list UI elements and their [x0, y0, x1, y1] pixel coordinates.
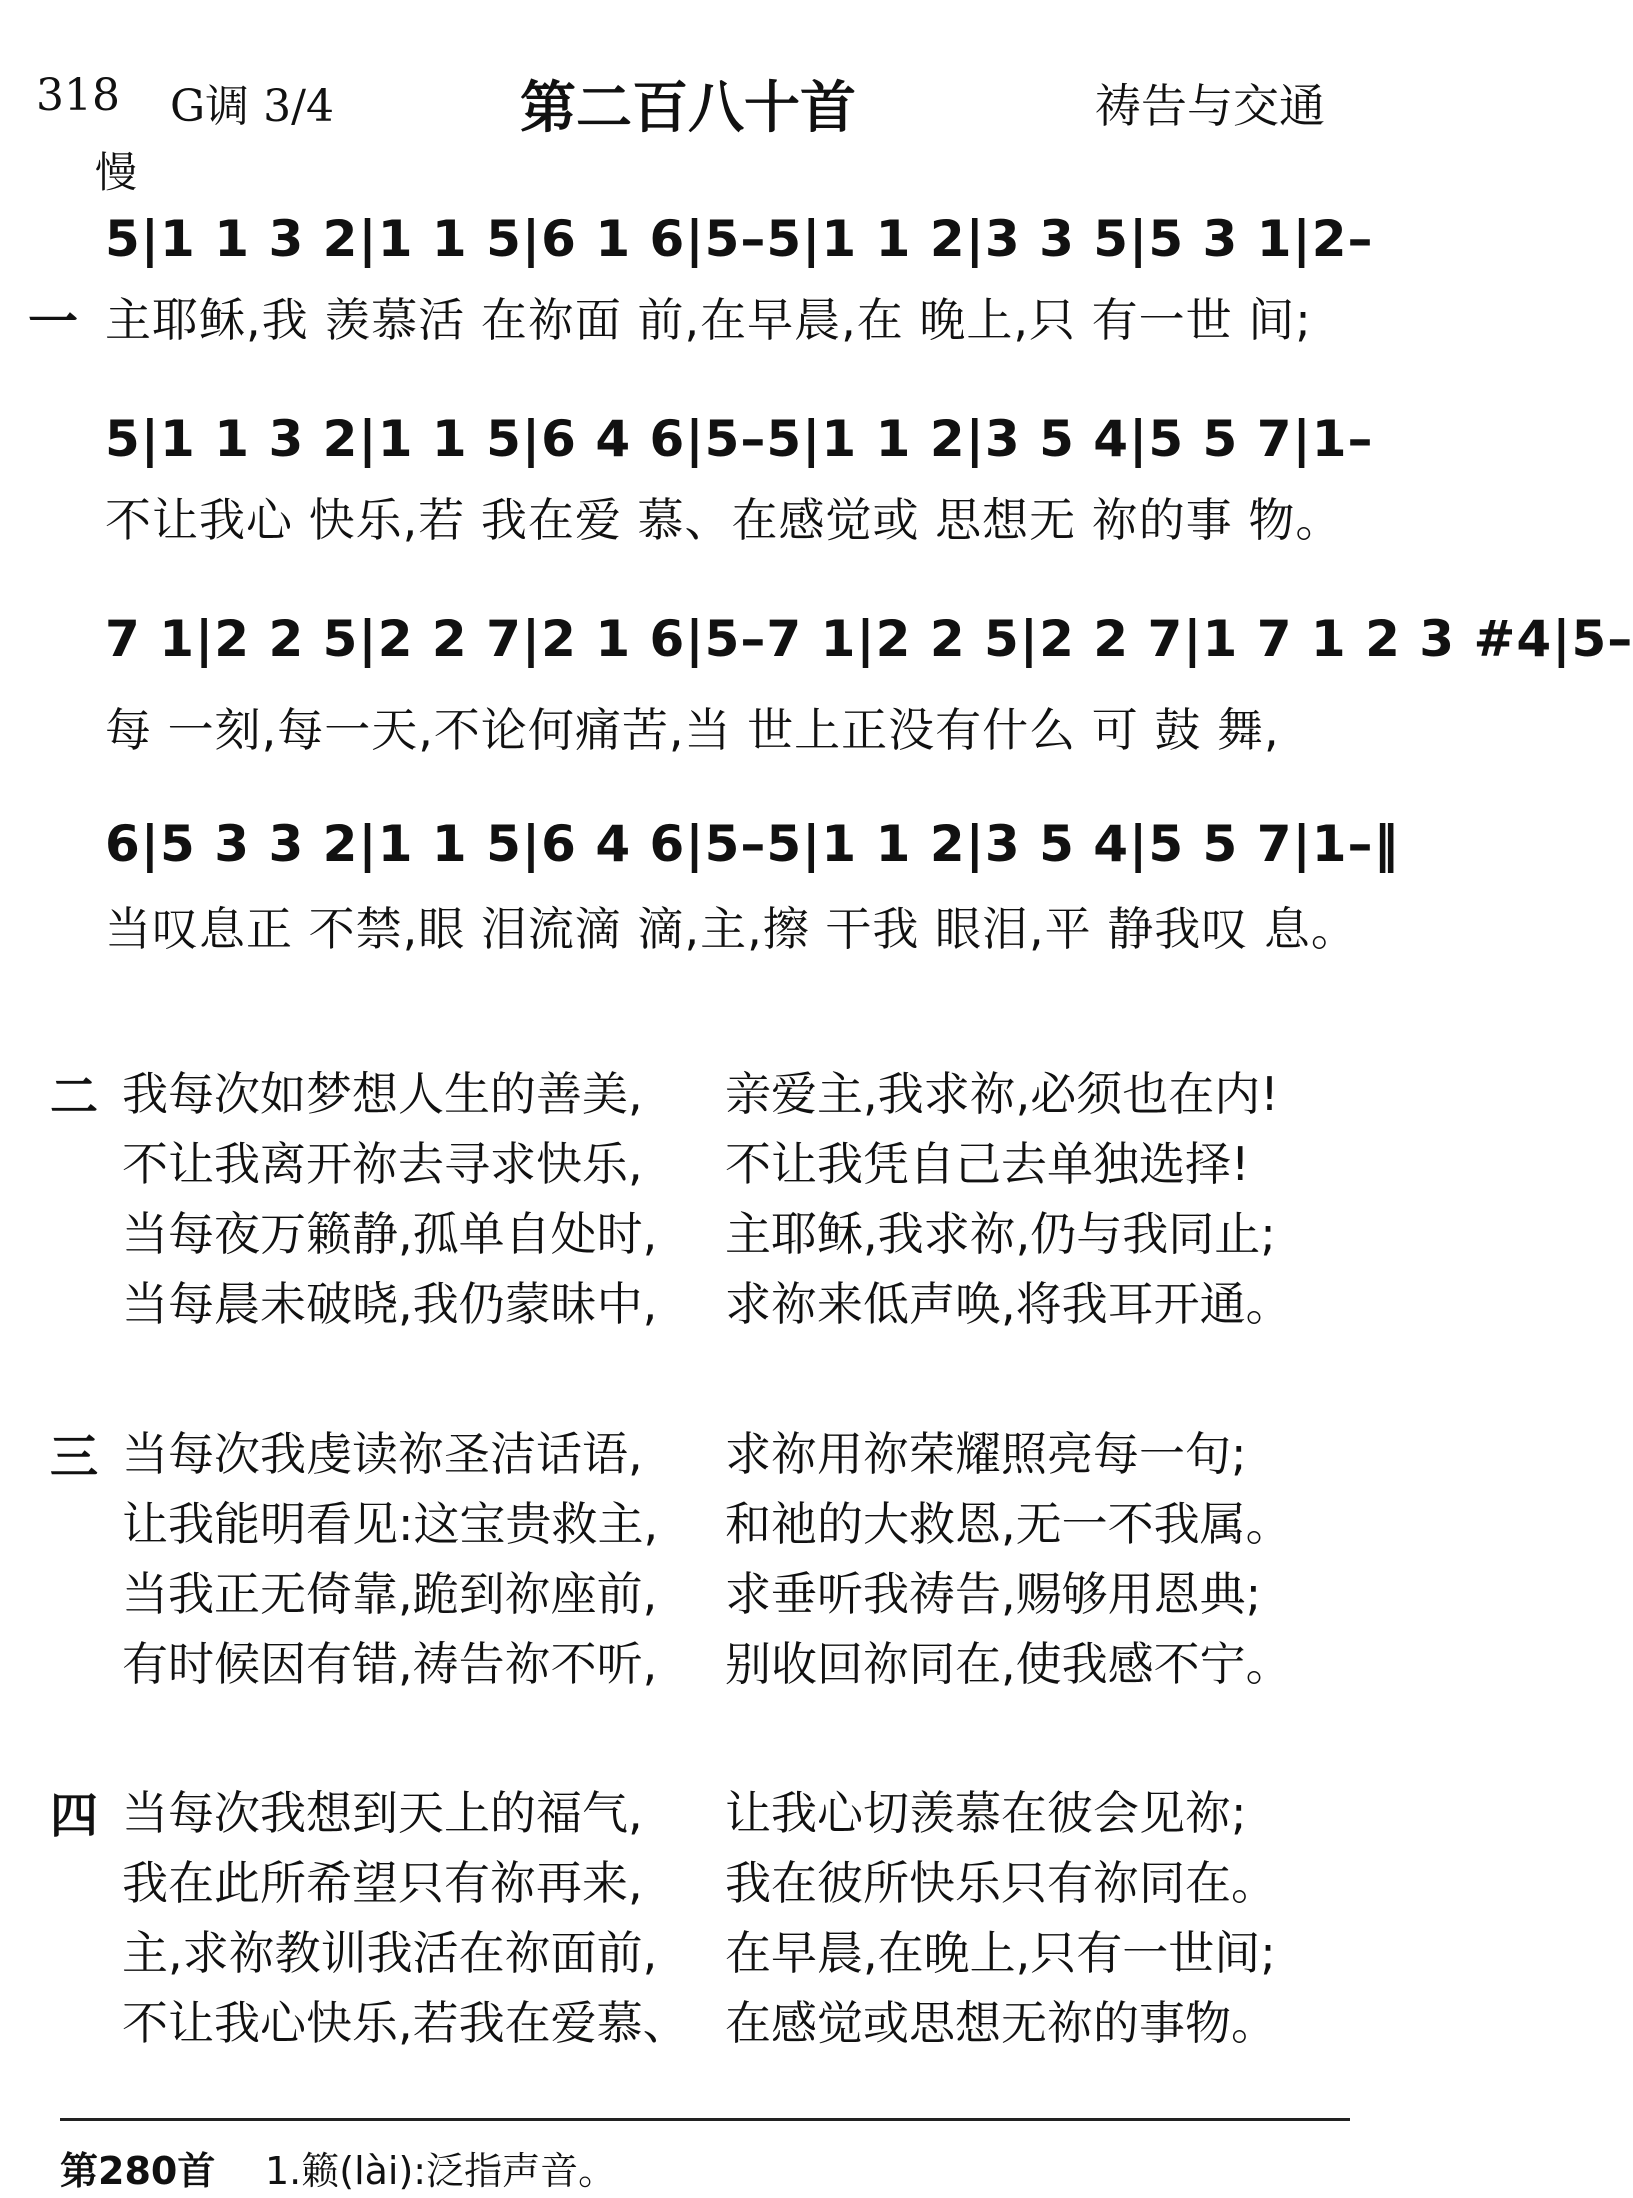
hymn-title: 第二百八十首 [520, 76, 856, 141]
footnote-divider [60, 2118, 1350, 2121]
verse-2-line-3-b: 主耶稣,我求祢,仍与我同止; [725, 1207, 1276, 1261]
verse-3-line-2-a: 让我能明看见:这宝贵救主, [122, 1497, 659, 1551]
verse-2-line-4-b: 求祢来低声唤,将我耳开通。 [725, 1277, 1292, 1331]
score-line-4-notes: 6|5 3 3 2|1 1 5|6 4 6|5–5|1 1 2|3 5 4|5 5 7|1–‖ [105, 815, 1400, 873]
score-line-2-lyric: 不让我心 快乐,若 我在爱 慕、在感觉或 思想无 祢的事 物。 [105, 493, 1343, 547]
footnote-label: 第280首 [60, 2149, 216, 2193]
hymn-page-number: 318 [36, 70, 120, 121]
verse-3-line-2-b: 和祂的大救恩,无一不我属。 [725, 1497, 1292, 1551]
footnote-text: 1.籁(lài):泛指声音。 [265, 2149, 617, 2193]
verse-3-line-3-a: 当我正无倚靠,跪到祢座前, [122, 1567, 658, 1621]
verse-4-line-1-b: 让我心切羡慕在彼会见祢; [725, 1786, 1247, 1840]
verse-4-line-3-a: 主,求祢教训我活在祢面前, [122, 1926, 658, 1980]
verse-4-line-1-a: 当每次我想到天上的福气, [122, 1786, 643, 1840]
score-line-2-notes: 5|1 1 3 2|1 1 5|6 4 6|5–5|1 1 2|3 5 4|5 5 7|1– [105, 410, 1374, 468]
hymn-category: 祷告与交通 [1095, 79, 1325, 133]
verse-1-marker: 一 [28, 293, 78, 351]
verse-3-line-4-b: 别收回祢同在,使我感不宁。 [725, 1637, 1292, 1691]
verse-2-line-4-a: 当每晨未破晓,我仍蒙昧中, [122, 1277, 658, 1331]
verse-3-line-3-b: 求垂听我祷告,赐够用恩典; [725, 1567, 1262, 1621]
verse-2-line-1-b: 亲爱主,我求祢,必须也在内! [725, 1067, 1279, 1121]
verse-2-number: 二 [50, 1069, 99, 1125]
verse-2-line-3-a: 当每夜万籁静,孤单自处时, [122, 1207, 658, 1261]
score-line-4-lyric: 当叹息正 不禁,眼 泪流滴 滴,主,擦 干我 眼泪,平 静我叹 息。 [105, 902, 1358, 956]
verse-3-number: 三 [50, 1429, 99, 1485]
verse-2-line-2-a: 不让我离开祢去寻求快乐, [122, 1137, 643, 1191]
key-and-time-signature: G调 3/4 [170, 81, 334, 132]
tempo-marking: 慢 [95, 148, 138, 197]
score-line-3-lyric: 每 一刻,每一天,不论何痛苦,当 世上正没有什么 可 鼓 舞, [105, 703, 1280, 757]
score-line-1-notes: 5|1 1 3 2|1 1 5|6 1 6|5–5|1 1 2|3 3 5|5 3 1|2– [105, 210, 1374, 268]
verse-3-line-4-a: 有时候因有错,祷告祢不听, [122, 1637, 658, 1691]
score-line-1-lyric: 主耶稣,我 羡慕活 在祢面 前,在早晨,在 晚上,只 有一世 间; [105, 293, 1312, 347]
verse-4-line-3-b: 在早晨,在晚上,只有一世间; [725, 1926, 1276, 1980]
verse-4-line-2-a: 我在此所希望只有祢再来, [122, 1856, 643, 1910]
verse-3-line-1-b: 求祢用祢荣耀照亮每一句; [725, 1427, 1247, 1481]
verse-2-line-1-a: 我每次如梦想人生的善美, [122, 1067, 643, 1121]
verse-4-line-4-b: 在感觉或思想无祢的事物。 [725, 1996, 1277, 2050]
verse-2-line-2-b: 不让我凭自己去单独选择! [725, 1137, 1250, 1191]
score-line-3-notes: 7 1|2 2 5|2 2 7|2 1 6|5–7 1|2 2 5|2 2 7|1 7 1 2 3 #4|5– [105, 610, 1633, 668]
verse-4-number: 四 [50, 1788, 99, 1844]
verse-4-line-2-b: 我在彼所快乐只有祢同在。 [725, 1856, 1277, 1910]
verse-4-line-4-a: 不让我心快乐,若我在爱慕、 [122, 1996, 689, 2050]
verse-3-line-1-a: 当每次我虔读祢圣洁话语, [122, 1427, 643, 1481]
